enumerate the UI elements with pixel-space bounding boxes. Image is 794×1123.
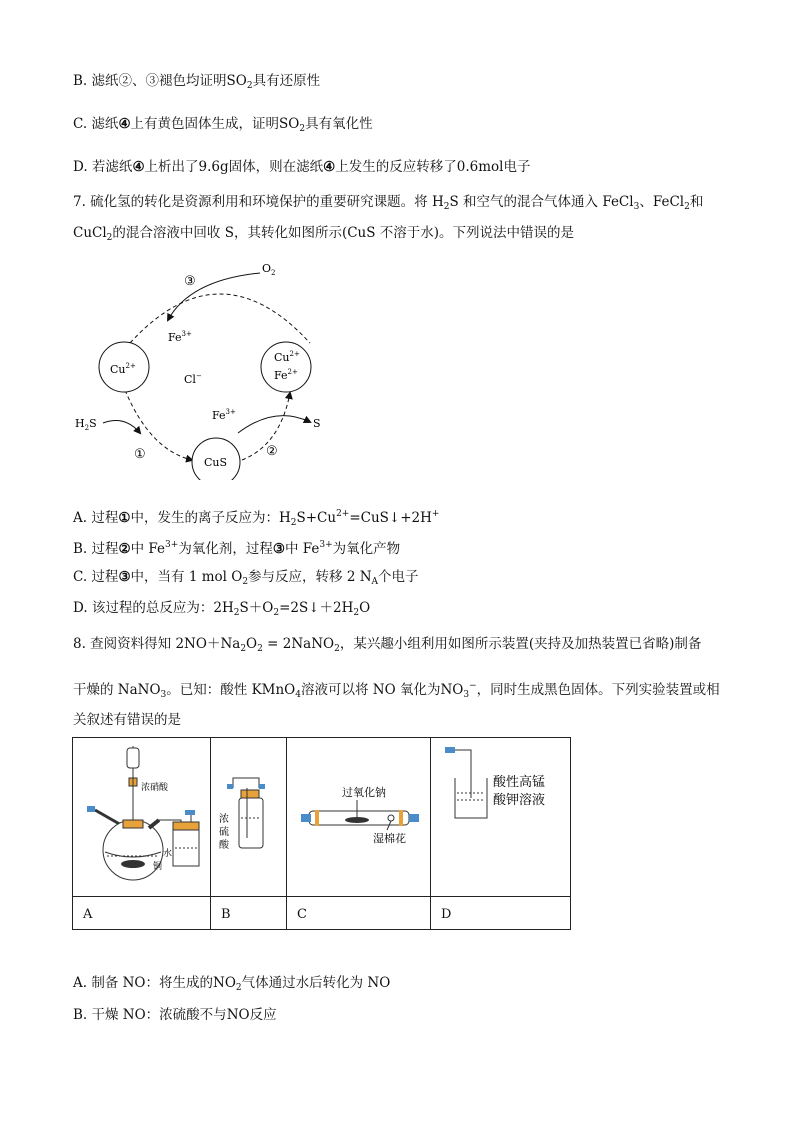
apparatus-c-cell bbox=[287, 738, 431, 897]
q8-stem-line2: 干燥的 NaNO$_3$。已知：酸性 KMnO$_4$溶液可以将 NO 氧化为$NO_3^-$，同时生成黑色固体。下列实验装置或相 bbox=[73, 681, 720, 700]
q8-apparatus-table bbox=[72, 737, 571, 930]
label-cu-right: $Cu^{2+}$ bbox=[274, 350, 300, 364]
label-d-cell: D bbox=[431, 897, 571, 930]
label-cl: Cl− bbox=[184, 372, 202, 386]
label-s-product: S bbox=[313, 417, 321, 430]
svg-text:浓硝酸: 浓硝酸 bbox=[141, 783, 169, 793]
svg-text:水: 水 bbox=[163, 849, 173, 859]
svg-text:过氧化钠: 过氧化钠 bbox=[342, 786, 386, 799]
arrow-o2 bbox=[168, 273, 260, 320]
svg-text:酸钾溶液: 酸钾溶液 bbox=[493, 793, 546, 808]
label-cu-left: $Cu^{2+}$ bbox=[110, 362, 136, 376]
q8-stem-line3: 关叙述有错误的是 bbox=[73, 712, 181, 728]
q7-option-c: C. 过程③中，当有 1 mol $O_2$参与反应，转移 2 $N_A$个电子 bbox=[73, 569, 419, 587]
q8-option-a: A. 制备 NO：将生成的$NO_2$气体通过水后转化为 NO bbox=[73, 975, 391, 993]
arc-top bbox=[130, 294, 310, 343]
svg-text:酸: 酸 bbox=[219, 840, 229, 851]
q6-option-b: B. 滤纸②、③褪色均证明$SO_2$具有还原性 bbox=[73, 73, 321, 91]
apparatus-a-drawing bbox=[73, 738, 210, 892]
svg-text:湿棉花: 湿棉花 bbox=[373, 832, 406, 845]
label-b-cell: B bbox=[211, 897, 287, 930]
apparatus-a-cell bbox=[73, 738, 211, 897]
svg-text:浓: 浓 bbox=[219, 814, 229, 825]
q7-option-b: B. 过程②中 $Fe^{3+}$为氧化剂，过程③中 $Fe^{3+}$为氧化产物 bbox=[73, 540, 401, 557]
q6-option-c: C. 滤纸④上有黄色固体生成，证明$SO_2$具有氧化性 bbox=[73, 116, 373, 134]
svg-text:硫: 硫 bbox=[219, 827, 229, 838]
label-step1: ① bbox=[134, 447, 146, 462]
label-fe-right: $Fe^{2+}$ bbox=[274, 368, 298, 382]
svg-text:酸性高锰: 酸性高锰 bbox=[493, 775, 546, 790]
arrow-h2s bbox=[103, 421, 140, 433]
q7-stem-line1: 7. 硫化氢的转化是资源利用和环境保护的重要研究课题。将 $H_2S$ 和空气的混合气体通入 FeCl$_3$、FeCl$_2$和 bbox=[73, 194, 704, 212]
label-cus: CuS bbox=[204, 456, 228, 469]
label-a-cell: A bbox=[73, 897, 211, 930]
label-fe3-bottom: $Fe^{3+}$ bbox=[212, 408, 236, 422]
q6-option-d: D. 若滤纸④上析出了9.6g固体，则在滤纸④上发生的反应转移了0.6mol电子 bbox=[73, 159, 531, 175]
label-c-cell: C bbox=[287, 897, 431, 930]
arrow-s bbox=[238, 416, 310, 433]
apparatus-b-drawing bbox=[211, 738, 286, 892]
label-step2: ② bbox=[266, 444, 278, 459]
label-h2s: $H_2S$ bbox=[75, 417, 97, 432]
q7-option-d: D. 该过程的总反应为：$2H_2S+O_2=2S↓+2H_2O$ bbox=[73, 600, 371, 618]
apparatus-c-drawing bbox=[287, 738, 430, 892]
q8-stem-line1: 8. 查阅资料得知 $2NO+Na_2O_2$ = 2NaNO$_2$，某兴趣小组利用如图所示装置(夹持及加热装置已省略)制备 bbox=[73, 636, 702, 654]
q7-stem-line2: CuCl$_2$的混合溶液中回收 S，其转化如图所示(CuS 不溶于水)。下列说法中错误的是 bbox=[73, 225, 575, 243]
label-fe3-top: $Fe^{3+}$ bbox=[168, 330, 192, 344]
label-o2: $O_2$ bbox=[262, 262, 276, 277]
svg-text:铜: 铜 bbox=[153, 862, 163, 872]
apparatus-d-drawing bbox=[431, 738, 570, 892]
label-step3: ③ bbox=[184, 274, 196, 289]
circle-cu-fe-right bbox=[261, 342, 311, 392]
apparatus-b-cell bbox=[211, 738, 287, 897]
q7-option-a: A. 过程①中，发生的离子反应为：$H_2S+Cu^{2+}=CuS↓+2H^+$ bbox=[73, 509, 440, 528]
q7-cycle-diagram bbox=[70, 255, 340, 480]
apparatus-d-cell bbox=[431, 738, 571, 897]
q8-option-b: B. 干燥 NO：浓硫酸不与NO反应 bbox=[73, 1007, 277, 1023]
